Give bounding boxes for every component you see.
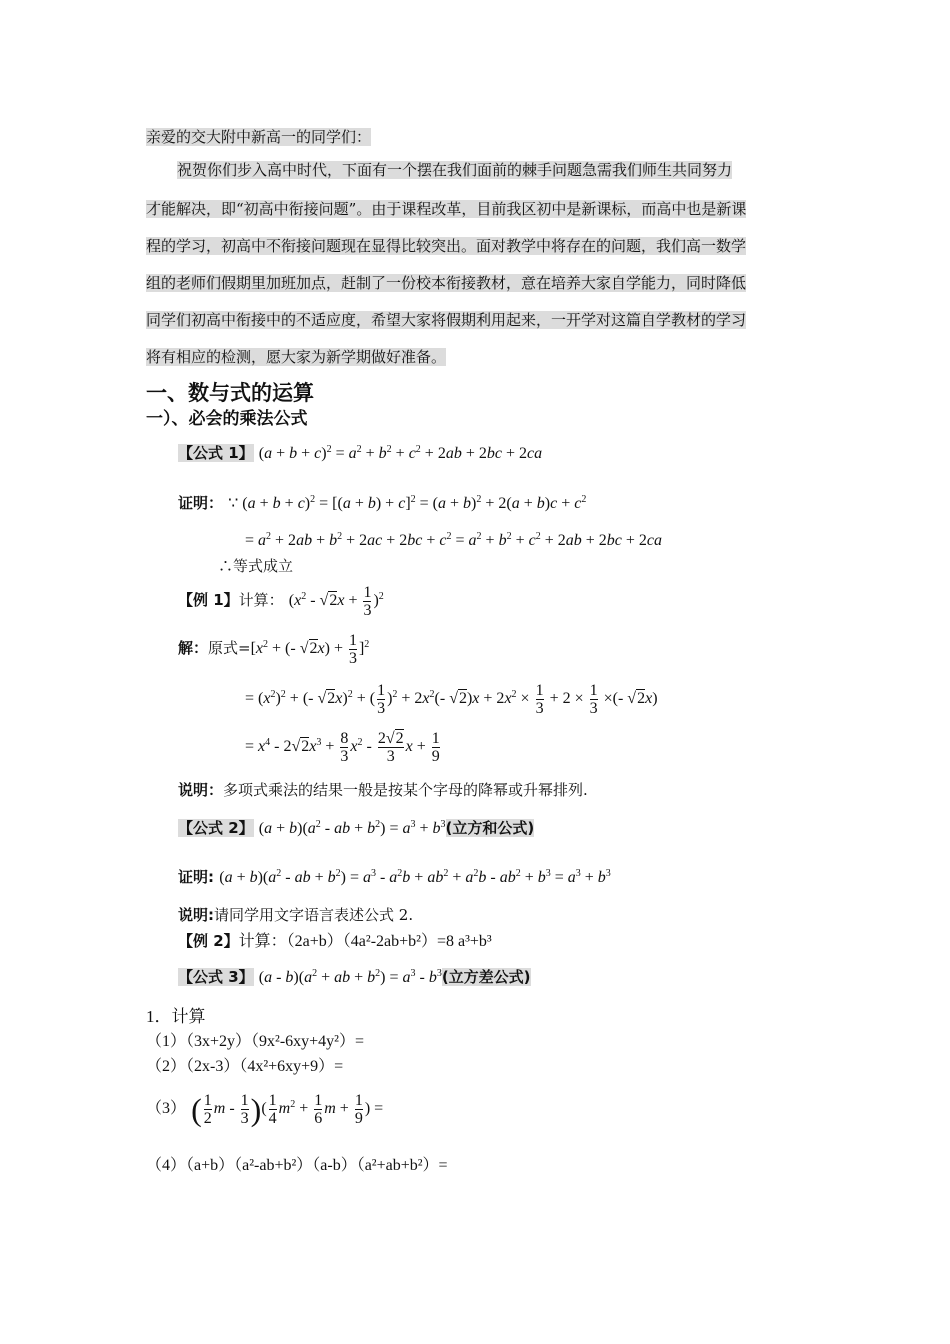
formula1-expression: $(a + b + c)^2 = a^2 + b^2 + c^2 + 2ab + 2bc + 2ca$ bbox=[258, 444, 543, 462]
intro-line: 将有相应的检测，愿大家为新学期做好准备。 bbox=[146, 348, 447, 366]
exercise-item-1: （1）（3x+2y）（9x²-6xy+4y²）= bbox=[146, 1033, 364, 1050]
subsection-title: 一）、必会的乘法公式 bbox=[146, 409, 308, 429]
formula2-line bbox=[178, 817, 534, 838]
example1-note-text: 多项式乘法的结果一般是按某个字母的降幂或升幂排列. bbox=[223, 781, 588, 799]
example1-line bbox=[178, 584, 384, 619]
exercise-item-2: （2）（2x-3）（4x²+6xy+9）= bbox=[146, 1058, 344, 1075]
solution-step-1: [$x^2$ + (- √2x) + $\frac{1}{3}$ ]$^2$ bbox=[250, 632, 370, 667]
exercise-item-3-label: （3） bbox=[146, 1100, 187, 1118]
formula2-name: (立方和公式) bbox=[445, 819, 535, 837]
formula3-line bbox=[178, 966, 531, 987]
example1-tag: 【例 1】 bbox=[178, 591, 239, 610]
formula1-proof-label: 证明： bbox=[178, 494, 224, 512]
formula2-proof: $(a + b)(a^2$ - ab + $b^2) = a^3 - a^2b + ab^2 + a^2b - ab^2 + b^3 = a^3 + b^3$ bbox=[219, 868, 611, 886]
intro-line: 程的学习，初高中不衔接问题现在显得比较突出。面对教学中将存在的问题，我们高一数学 bbox=[146, 237, 747, 255]
formula2-proof-line bbox=[178, 866, 611, 887]
solution-step-2: = $(x^2)^2$ + (- √2x)$^2$ + ( $\frac{1}{3}$ )$^2 + 2x^2(-$ $√2)x + 2x^2$ × $\frac{1}{3}$ + 2 × $\frac{1}{3}$ ×(- √2x) bbox=[245, 682, 658, 717]
example1-solution-prefix: 原式= bbox=[208, 639, 251, 658]
example1-solution-line bbox=[178, 632, 369, 667]
example1-solution-label: 解： bbox=[178, 639, 209, 658]
section-title: 一、数与式的运算 bbox=[146, 381, 314, 405]
formula2-note-text: 请同学用文字语言表述公式 2. bbox=[214, 906, 414, 924]
proof-step-1: ∵ $(a + b + c)^2 = [(a + b) + c]^2 = (a + b)^2 + 2(a + b)c + c^2$ bbox=[228, 494, 587, 512]
exercise-item-4: （4）（a+b）（a²-ab+b²）（a-b）（a²+ab+b²）= bbox=[146, 1157, 448, 1174]
exercise-item-3 bbox=[146, 1092, 383, 1127]
example2-line bbox=[178, 928, 492, 951]
example1-note bbox=[178, 779, 588, 800]
example1-expression: ($x^2 - √2x$ + $\frac{1}{3}$ )$^2$ bbox=[288, 584, 384, 619]
example1-prompt: 计算： bbox=[238, 591, 284, 610]
intro-line: 同学们初高中衔接中的不适应度，希望大家将假期利用起来，一开学对这篇自学教材的学习 bbox=[146, 311, 747, 329]
example2-tag: 【例 2】 bbox=[178, 932, 239, 950]
formula2-tag: 【公式 2】 bbox=[178, 819, 254, 837]
intro-line: 祝贺你们步入高中时代，下面有一个摆在我们面前的棘手问题急需我们师生共同努力 bbox=[177, 161, 733, 179]
formula3-expression: $(a - b)(a^2$ + ab + $b^2) = a^3 - b^3$ bbox=[258, 968, 442, 986]
formula3-name: (立方差公式) bbox=[441, 968, 531, 986]
exercises-title: 1．计算 bbox=[146, 1007, 206, 1026]
formula1-proof-line bbox=[178, 492, 586, 513]
exercise-item-3-expression: ( $\frac{1}{2}$ m - $\frac{1}{3}$ )( $\frac{1}{4}$ $m^2$ + $\frac{1}{6}$ m + $\frac{1}{9}$ ) = bbox=[191, 1091, 384, 1128]
example2-text: 计算：（2a+b）（4a²-2ab+b²）=8 a³+b³ bbox=[238, 933, 492, 950]
example1-note-label: 说明： bbox=[178, 781, 224, 799]
formula3-tag: 【公式 3】 bbox=[178, 968, 254, 986]
formula1-tag: 【公式 1】 bbox=[178, 444, 254, 462]
formula2-note-label: 说明: bbox=[178, 906, 214, 924]
proof-step-2: = $a^2 + 2ab + b^2 + 2ac + 2bc + c^2 = a^2 + b^2 + c^2 + 2ab + 2bc + 2ca$ bbox=[245, 531, 663, 549]
solution-step-3: = $x^4 - 2√2x^3$ + $\frac{8}{3}$ $x^2$ - $\frac{2√2}{3}$ x + $\frac{1}{9}$ bbox=[245, 730, 440, 765]
formula2-note bbox=[178, 904, 413, 925]
intro-line: 才能解决，即“初高中衔接问题”。由于课程改革，目前我区初中是新课标，而高中也是新课 bbox=[146, 200, 747, 218]
formula1-conclusion: ∴等式成立 bbox=[218, 557, 294, 575]
formula2-expression: $(a + b)(a^2$ - ab + $b^2) = a^3 + b^3$ bbox=[258, 819, 446, 837]
formula1-line bbox=[178, 442, 542, 463]
formula2-proof-label: 证明: bbox=[178, 868, 220, 886]
intro-line: 组的老师们假期里加班加点，赶制了一份校本衔接教材，意在培养大家自学能力，同时降低 bbox=[146, 274, 747, 292]
intro-greeting: 亲爱的交大附中新高一的同学们： bbox=[146, 128, 372, 146]
